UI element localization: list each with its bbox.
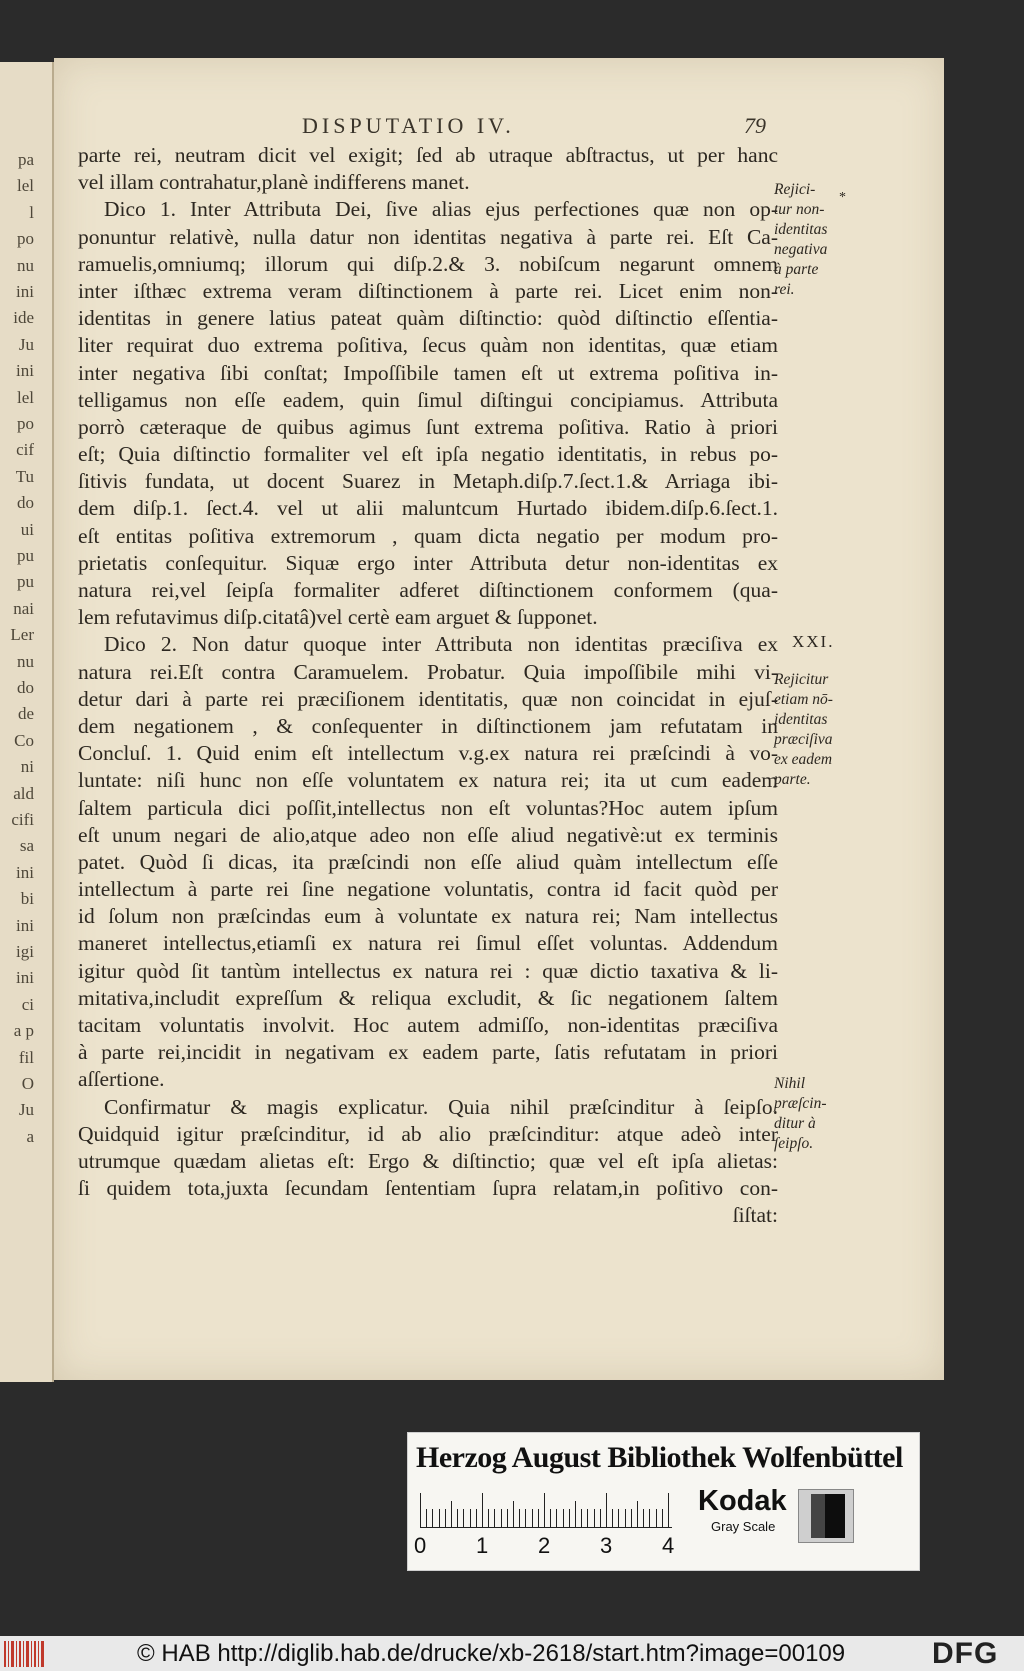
left-page-fragment: pu (17, 546, 34, 565)
text-line: ſi quidem tota,juxta ſecundam ſententiam ſupra relatam,in poſitivo con- (78, 1176, 778, 1201)
text-line: eſt; Quia diſtinctio formaliter vel eſt ipſa negatio identitatis, in rebus po- (78, 442, 778, 467)
text-line: maneret intellectus,etiamſi ex natura rei ſimul eſſet voluntas. Addendum (78, 931, 778, 956)
ruler-digit: 3 (600, 1533, 613, 1558)
text-line: Concluſ. 1. Quid enim eſt intellectum v.g.ex natura rei præſcindi à vo- (78, 741, 778, 766)
left-page-fragment: pa (17, 150, 34, 169)
margin-note-nihil-praescinditur: Nihil præſcin- ditur à ſeipſo. (774, 1075, 827, 1152)
left-page-fragment: Ler (10, 625, 34, 645)
ruler-tick (581, 1509, 582, 1527)
gray-patch-mid (811, 1494, 825, 1538)
left-page-fragment: do (17, 678, 34, 697)
text-line: patet. Quòd ſi dicas, ita præſcindi non eſſe aliud quàm intellectum eſſe (78, 849, 778, 874)
ruler-tick (662, 1509, 663, 1527)
body-text (78, 142, 778, 1230)
text-line: identitas in genere latius pateat quàm diſtinctio: quòd diſtinctio eſſentia- (78, 306, 778, 331)
ruler-tick (575, 1501, 576, 1527)
running-head: DISPUTATIO IV. (302, 113, 515, 138)
left-page-fragment: pu (17, 572, 34, 592)
left-page-fragment: bi (20, 889, 34, 909)
kodak-logo: Kodak (698, 1485, 787, 1517)
ruler-tick (470, 1509, 471, 1527)
text-line: lem refutavimus diſp.citatâ)vel certè eam arguet & ſupponet. (78, 605, 598, 630)
ruler-tick (457, 1509, 458, 1527)
left-page-fragment: ide (13, 308, 34, 328)
ruler-tick (550, 1509, 551, 1527)
gray-patch-dark (825, 1494, 845, 1538)
left-page-fragment: ini (16, 282, 34, 301)
dfg-logo: DFG (932, 1637, 999, 1670)
left-page-fragment: igi (16, 942, 34, 961)
ruler-tick (569, 1509, 570, 1527)
left-page-fragment: ini (16, 915, 34, 935)
text-line: aſſertione. (78, 1067, 165, 1092)
left-page-fragment: ini (16, 361, 34, 381)
left-page-fragment: Ju (18, 1100, 34, 1120)
ruler-tick (525, 1509, 526, 1527)
left-page-fragment: ui (20, 519, 34, 539)
ruler-tick (439, 1509, 440, 1527)
ruler-tick (643, 1509, 644, 1527)
ruler-digits (414, 1533, 684, 1559)
left-page-fragment: fil (18, 1047, 34, 1067)
text-line: ponuntur relativè, nulla datur non identitas negativa à parte rei. Eſt Ca- (78, 224, 778, 249)
left-page-fragment: po (17, 414, 34, 433)
left-page-fragment: ald (13, 783, 34, 803)
left-page-fragment: l (29, 202, 34, 222)
gray-scale-label: Gray Scale (711, 1519, 776, 1534)
text-line: eſt entitas poſitiva extremorum , quam dicta negatio per modum pro- (78, 523, 778, 548)
footer-source-url: © HAB http://diglib.hab.de/drucke/xb-2618/start.htm?image=00109 (137, 1640, 846, 1667)
text-line: telligamus non eſſe eadem, quin ſimul diſtingui concipiamus. Attributa (78, 387, 778, 412)
ruler-tick (507, 1509, 508, 1527)
margin-note-section-number: XXI. (792, 632, 835, 651)
left-page-fragment: ci (21, 994, 34, 1014)
text-line: dem negationem , & conſequenter in diſtinctionem jam refutatam in (78, 713, 778, 738)
left-page-fragment: ini (16, 968, 34, 988)
text-line: porrò cæteraque de quibus agimus ſunt extrema poſitiva. Ratio à priori (78, 414, 778, 439)
text-line: dem diſp.1. ſect.4. vel ut alii maluntcum Hurtado ibidem.diſp.6.ſect.1. (78, 496, 778, 521)
margin-note-rejicitur-negativa: Rejici- tur non- identitas negativa à parte rei. (774, 181, 828, 298)
ruler-tick (488, 1509, 489, 1527)
ruler-tick (612, 1509, 613, 1527)
gray-scale-patch (798, 1489, 854, 1543)
left-page-fragment: nai (13, 598, 34, 618)
left-page-fragment: a p (13, 1021, 34, 1041)
barcode-icon (4, 1641, 46, 1667)
left-page-fragment: nu (17, 651, 34, 671)
left-page-fragment: nu (17, 255, 34, 275)
text-line: luntate: niſi hunc non eſſe voluntatem ex natura rei; ita ut cum eadem (78, 768, 778, 793)
text-line: ramuelis,omniumq; illorum qui diſp.2.& 3. nobiſcum negarunt omnem (78, 251, 778, 276)
text-line: parte rei, neutram dicit vel exigit; ſed ab utraque abſtractus, ut per hanc (78, 143, 778, 167)
ruler-digit: 0 (414, 1533, 427, 1558)
ruler-digit: 1 (476, 1533, 489, 1558)
text-line: tacitam voluntatis involvit. Hoc autem admiſſo, non-identitas præciſiva (78, 1013, 778, 1037)
text-line: Confirmatur & magis explicatur. Quia nihil præſcinditur à ſeipſo. (104, 1094, 778, 1119)
text-line: Dico 1. Inter Attributa Dei, ſive alias ejus perfectiones quæ non op- (104, 197, 778, 222)
page-number: 79 (744, 113, 766, 138)
book-page (54, 58, 944, 1380)
text-line: vel illam contrahatur,planè indifferens manet. (78, 170, 470, 195)
ruler-tick (519, 1509, 520, 1527)
text-line: mitativa,includit expreſſum & reliqua excludit, & ſic negationem ſaltem (78, 985, 778, 1010)
left-page-fragment: ni (20, 757, 34, 777)
left-page-fragment: cifi (11, 810, 34, 829)
left-page-fragment: do (17, 493, 34, 513)
left-page-fragment: de (17, 704, 34, 724)
left-page-fragment: po (17, 229, 34, 249)
text-line: natura rei.Eſt contra Caramuelem. Probatur. Quia impoſſibile mihi vi- (78, 659, 778, 684)
ruler-tick (649, 1509, 650, 1527)
ruler-tick (668, 1493, 669, 1527)
left-page-edge (0, 62, 54, 1382)
footer-bar (0, 1636, 1024, 1671)
margin-note-rejicitur-praecisiva: Rejicitur etiam nō- identitas præciſiva ex eadem parte. (774, 671, 833, 788)
ruler-tick (625, 1509, 626, 1527)
text-line: detur dari à parte rei præciſionem identitatis, quæ non coincidat in ejuſ- (78, 686, 778, 711)
ruler-tick (606, 1493, 607, 1527)
ruler-tick (482, 1493, 483, 1527)
ruler-tick (451, 1501, 452, 1527)
text-line: liter requirat duo extrema poſitiva, ſecus quàm non identitas, quæ etiam (78, 333, 778, 358)
text-line: à parte rei,incidit in negativam ex eadem parte, ſatis refutatam in priori (78, 1040, 778, 1065)
text-line: igitur quòd ſit tantùm intellectus ex natura rei : quæ dictio taxativa & li- (78, 958, 778, 983)
left-page-fragment: Tu (15, 466, 34, 486)
left-page-fragment: Ju (18, 334, 34, 354)
ruler-digit: 2 (538, 1533, 551, 1558)
left-page-fragment: ini (16, 862, 34, 882)
left-page-fragment: cif (16, 440, 34, 460)
ruler-tick (494, 1509, 495, 1527)
text-line: ſitivis fundata, ut docent Suarez in Metaph.diſp.7.ſect.1.& Arriaga ibi- (78, 469, 778, 494)
text-line: inter negativa ſibi conſtat; Impoſſibile tamen eſt ut extrema poſitiva in- (78, 360, 778, 385)
ruler-tick (513, 1501, 514, 1527)
text-line: Quidquid igitur præſcinditur, id ab alio præſcinditur: atque adeò inter (78, 1121, 778, 1146)
ruler-tick (426, 1509, 427, 1527)
text-line: intellectum à parte rei ſine negatione voluntatis, contra id facit quòd per (78, 877, 778, 902)
text-line: prietatis conſequitur. Siquæ ergo inter Attributa detur non-identitas ex (78, 550, 778, 575)
ruler-tick (532, 1509, 533, 1527)
ruler-tick (463, 1509, 464, 1527)
ruler-tick (587, 1509, 588, 1527)
ruler-tick (476, 1509, 477, 1527)
ruler-tick (631, 1509, 632, 1527)
ruler-digit: 4 (662, 1533, 675, 1558)
text-line: id ſolum non præſcindas eum à voluntate ex natura rei; Nam intellectus (78, 904, 778, 929)
text-line: utrumque quædam alietas eſt: Ergo & diſtinctio; quæ vel eſt ipſa alietas: (78, 1148, 778, 1173)
scale-ruler (420, 1493, 672, 1528)
left-page-fragment: sa (19, 836, 34, 856)
ruler-tick (432, 1509, 433, 1527)
ruler-tick (563, 1509, 564, 1527)
library-name: Herzog August Bibliothek Wolfenbüttel (416, 1441, 903, 1474)
ruler-tick (556, 1509, 557, 1527)
ruler-tick (538, 1509, 539, 1527)
left-page-fragment: a (26, 1126, 34, 1146)
text-line: ſiſtat: (732, 1203, 778, 1228)
ruler-tick (501, 1509, 502, 1527)
ruler-tick (420, 1493, 421, 1527)
ruler-tick (656, 1509, 657, 1527)
asterisk-mark: * (839, 190, 846, 205)
ruler-tick (594, 1509, 595, 1527)
ruler-tick (618, 1509, 619, 1527)
ruler-tick (600, 1509, 601, 1527)
text-line: natura rei,vel ſeipſa formaliter adferet diſtinctionem conformem (qua- (78, 578, 778, 602)
ruler-tick (445, 1509, 446, 1527)
text-line: eſt unum negari de alio,atque adeo non eſſe aliud negativè:ut ex terminis (78, 822, 778, 847)
ruler-tick (544, 1493, 545, 1527)
text-line: Dico 2. Non datur quoque inter Attributa non identitas præciſiva ex (104, 632, 778, 657)
text-line: inter iſthæc extrema veram diſtinctionem à parte rei. Licet enim non- (78, 278, 778, 303)
color-calibration-card (407, 1432, 920, 1571)
left-page-fragment: Co (14, 730, 34, 750)
left-page-fragment: lel (17, 176, 34, 196)
left-page-fragment: lel (17, 387, 34, 407)
text-line: ſaltem particula dici poſſit,intellectus non eſt voluntas?Hoc autem ipſum (78, 795, 778, 820)
ruler-tick (637, 1501, 638, 1527)
left-page-fragment: O (21, 1074, 34, 1093)
